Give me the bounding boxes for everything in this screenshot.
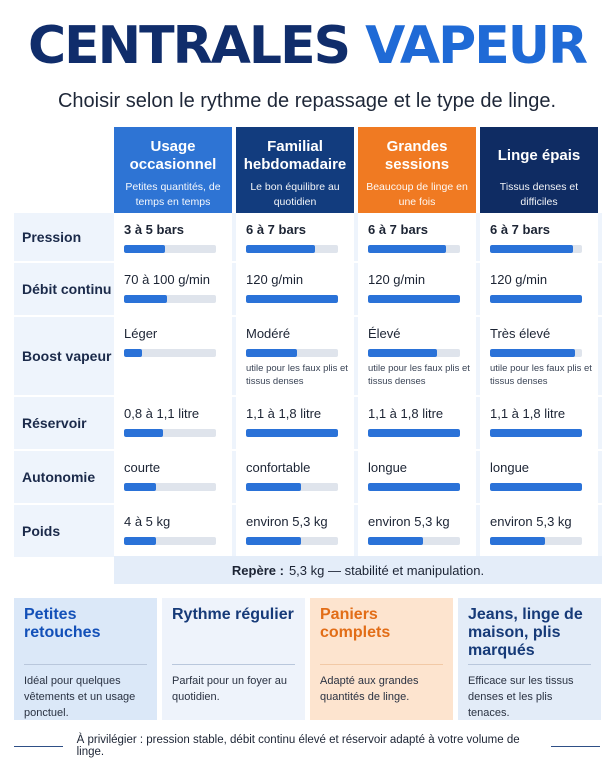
level-bar xyxy=(246,483,338,491)
cell-value: 3 à 5 bars xyxy=(124,222,184,237)
level-bar-fill xyxy=(124,483,156,491)
table-cell xyxy=(480,451,598,503)
cell-value: 6 à 7 bars xyxy=(490,222,550,237)
cell-value: Modéré xyxy=(246,326,291,341)
level-bar xyxy=(490,349,582,357)
table-cell xyxy=(114,451,232,503)
level-bar xyxy=(490,295,582,303)
level-bar-fill xyxy=(246,483,301,491)
table-cell xyxy=(358,213,476,261)
table-row-debit-continu xyxy=(14,263,602,317)
row-label: Boost vapeur xyxy=(22,348,112,364)
level-bar-fill xyxy=(490,349,575,357)
cell-value: confortable xyxy=(246,460,311,475)
level-bar-fill xyxy=(368,245,446,253)
level-bar-fill xyxy=(490,429,582,437)
card-title: Paniers complets xyxy=(320,606,391,641)
footer-text: À privilégier : pression stable, débit continu élevé et réservoir adapté à votre volume de linge. xyxy=(76,734,520,758)
page-title xyxy=(0,14,614,78)
cell-value: courte xyxy=(124,460,161,475)
cell-value: 1,1 à 1,8 litre xyxy=(246,406,322,421)
level-bar-fill xyxy=(246,295,338,303)
card-rythme-regulier xyxy=(162,598,305,720)
table-cell xyxy=(236,451,354,503)
level-bar-fill xyxy=(368,295,460,303)
cell-value: 120 g/min xyxy=(368,272,426,287)
footer-divider-left xyxy=(14,746,63,747)
table-cell xyxy=(480,263,598,315)
level-bar xyxy=(368,349,460,357)
level-bar xyxy=(368,295,460,303)
column-subtitle: Tissus denses et difficiles xyxy=(499,181,579,208)
footer xyxy=(0,736,614,756)
cell-value: 6 à 7 bars xyxy=(368,222,428,237)
table-cell xyxy=(358,451,476,503)
level-bar-fill xyxy=(124,349,142,357)
table-row-poids xyxy=(14,505,602,559)
level-bar xyxy=(246,349,338,357)
cell-value: Élevé xyxy=(368,326,401,341)
table-cell xyxy=(358,263,476,315)
level-bar xyxy=(246,537,338,545)
column-subtitle: Le bon équilibre au quotidien xyxy=(250,181,340,208)
cell-value: 120 g/min xyxy=(246,272,304,287)
cell-note: utile pour les faux plis et tissus denses xyxy=(490,363,592,387)
cell-value: 1,1 à 1,8 litre xyxy=(368,406,444,421)
level-bar-fill xyxy=(368,537,423,545)
page-subtitle: Choisir selon le rythme de repassage et le type de linge. xyxy=(57,90,557,112)
cell-value: 1,1 à 1,8 litre xyxy=(490,406,566,421)
level-bar xyxy=(124,537,216,545)
cell-value: longue xyxy=(490,460,530,475)
cell-value: environ 5,3 kg xyxy=(490,514,572,529)
table-cell xyxy=(358,317,476,395)
card-paniers-complets xyxy=(310,598,453,720)
column-title: Usage occasionnel xyxy=(129,138,217,173)
level-bar-fill xyxy=(368,349,437,357)
table-body xyxy=(14,213,602,559)
row-label: Poids xyxy=(22,523,61,539)
card-description: Idéal pour quelques vêtements et un usage ponctuel. xyxy=(24,664,147,721)
table-cell xyxy=(480,505,598,557)
table-row-pression xyxy=(14,213,602,263)
level-bar xyxy=(124,429,216,437)
table-cell xyxy=(236,397,354,449)
table-cell xyxy=(480,397,598,449)
card-title: Petites retouches xyxy=(24,606,101,641)
title-part-2: VAPEUR xyxy=(365,16,587,76)
row-label: Autonomie xyxy=(22,469,96,485)
level-bar xyxy=(246,429,338,437)
table-cell xyxy=(480,317,598,395)
level-bar-fill xyxy=(246,537,301,545)
reference-label: Repère : xyxy=(231,562,284,578)
level-bar xyxy=(368,483,460,491)
level-bar-fill xyxy=(368,483,460,491)
column-subtitle: Beaucoup de linge en une fois xyxy=(366,181,468,208)
level-bar xyxy=(490,483,582,491)
column-title: Linge épais xyxy=(497,147,581,164)
cell-value: 120 g/min xyxy=(490,272,548,287)
level-bar-fill xyxy=(124,537,156,545)
card-description: Adapté aux grandes quantités de linge. xyxy=(320,664,443,705)
column-header-occasionnel xyxy=(114,127,232,213)
row-label: Réservoir xyxy=(22,415,87,431)
level-bar-fill xyxy=(490,537,545,545)
column-title: Grandes sessions xyxy=(384,138,450,173)
row-label: Débit continu xyxy=(22,281,112,297)
cell-value: 4 à 5 kg xyxy=(124,514,171,529)
level-bar xyxy=(368,537,460,545)
table-cell xyxy=(480,213,598,261)
cell-value: Léger xyxy=(124,326,158,341)
level-bar xyxy=(490,245,582,253)
column-header-linge-epais xyxy=(480,127,598,213)
table-cell xyxy=(236,263,354,315)
title-part-1: CENTRALES xyxy=(27,16,350,76)
level-bar xyxy=(490,429,582,437)
row-label: Pression xyxy=(22,229,82,245)
table-header-row xyxy=(14,127,602,213)
column-title: Familial hebdomadaire xyxy=(243,138,347,173)
cell-value: environ 5,3 kg xyxy=(368,514,450,529)
level-bar-fill xyxy=(368,429,460,437)
level-bar-fill xyxy=(246,429,338,437)
cell-note: utile pour les faux plis et tissus denses xyxy=(246,363,348,387)
table-cell xyxy=(114,505,232,557)
level-bar xyxy=(246,295,338,303)
table-row-autonomie xyxy=(14,451,602,505)
table-cell xyxy=(114,213,232,261)
card-title: Rythme régulier xyxy=(172,606,294,623)
cell-note: utile pour les faux plis et tissus denses xyxy=(368,363,470,387)
card-jeans-linge xyxy=(458,598,601,720)
level-bar-fill xyxy=(124,245,165,253)
level-bar-fill xyxy=(490,483,582,491)
cell-value: 0,8 à 1,1 litre xyxy=(124,406,200,421)
level-bar xyxy=(246,245,338,253)
table-cell xyxy=(114,317,232,395)
level-bar-fill xyxy=(124,429,163,437)
cell-value: longue xyxy=(368,460,408,475)
reference-note xyxy=(114,556,602,584)
cell-value: 70 à 100 g/min xyxy=(124,272,211,287)
reference-text: 5,3 kg — stabilité et manipulation. xyxy=(288,562,485,578)
level-bar xyxy=(368,429,460,437)
card-petites-retouches xyxy=(14,598,157,720)
header-corner xyxy=(14,127,114,213)
cell-value: environ 5,3 kg xyxy=(246,514,328,529)
table-cell xyxy=(358,397,476,449)
level-bar-fill xyxy=(124,295,167,303)
card-description: Parfait pour un foyer au quotidien. xyxy=(172,664,295,705)
column-subtitle: Petites quantités, de temps en temps xyxy=(125,181,221,208)
level-bar xyxy=(368,245,460,253)
level-bar xyxy=(124,483,216,491)
level-bar-fill xyxy=(246,245,315,253)
column-header-familial xyxy=(236,127,354,213)
usage-cards xyxy=(14,598,602,720)
cell-value: Très élevé xyxy=(490,326,551,341)
table-cell xyxy=(236,317,354,395)
table-cell xyxy=(114,263,232,315)
card-description: Efficace sur les tissus denses et les plis tenaces. xyxy=(468,664,591,721)
table-cell xyxy=(236,505,354,557)
cell-value: 6 à 7 bars xyxy=(246,222,306,237)
table-row-boost-vapeur xyxy=(14,317,602,397)
level-bar xyxy=(124,295,216,303)
level-bar-fill xyxy=(490,245,573,253)
comparison-table xyxy=(14,127,602,559)
footer-divider-right xyxy=(551,746,600,747)
table-cell xyxy=(114,397,232,449)
level-bar xyxy=(124,245,216,253)
level-bar xyxy=(124,349,216,357)
level-bar xyxy=(490,537,582,545)
card-title: Jeans, linge de maison, plis marqués xyxy=(468,606,583,659)
table-row-reservoir xyxy=(14,397,602,451)
column-header-grandes-sessions xyxy=(358,127,476,213)
level-bar-fill xyxy=(246,349,297,357)
table-cell xyxy=(236,213,354,261)
level-bar-fill xyxy=(490,295,582,303)
table-cell xyxy=(358,505,476,557)
